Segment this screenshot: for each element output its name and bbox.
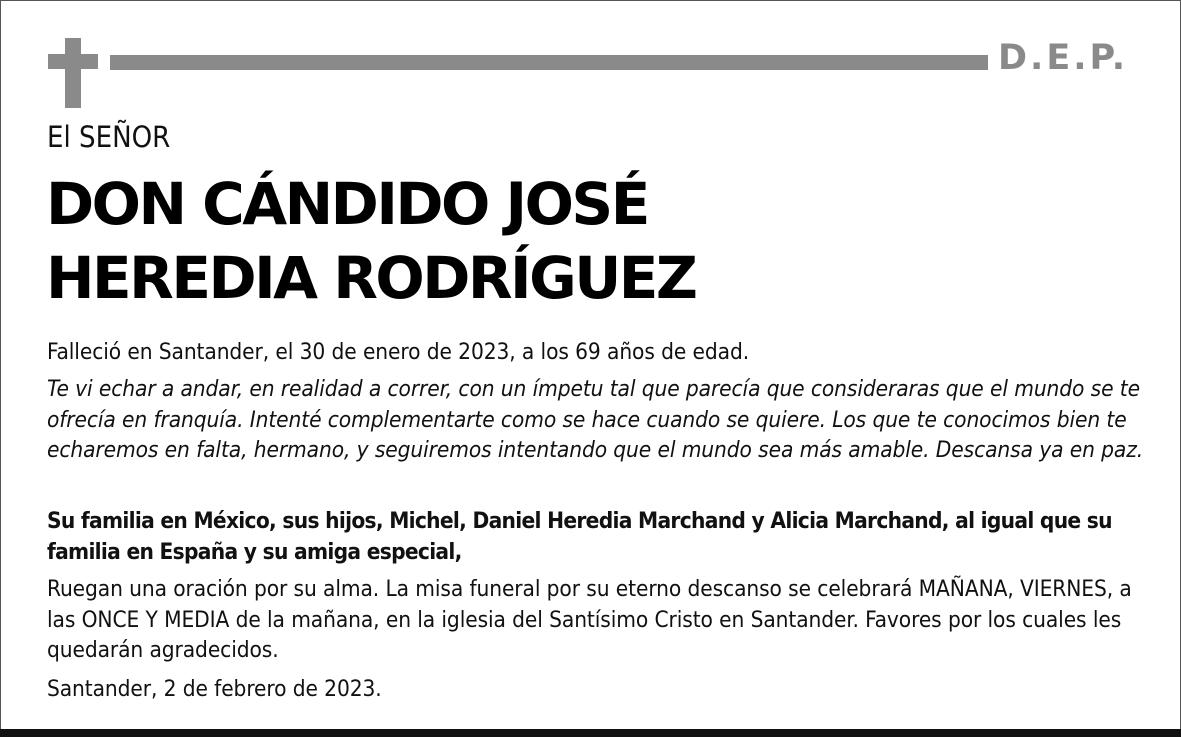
place-date: Santander, 2 de febrero de 2023. (47, 676, 382, 702)
name-line-1: DON CÁNDIDO JOSÉ (46, 170, 648, 238)
cross-icon (48, 38, 98, 108)
death-notice: Falleció en Santander, el 30 de enero de 2023, a los 69 años de edad. (47, 339, 750, 365)
bottom-rule (0, 729, 1181, 737)
deceased-name (46, 167, 695, 315)
dedication-text: Te vi echar a andar, en realidad a correr, con un ímpetu tal que parecía que consideraras que el mundo se te ofrecía en franquía. Intenté complementarte como se hace cuando se quiere. Los que te conocimos bien te echaremos en falta, hermano, y seguiremos intentando que el mundo sea más amable. Descansa ya en paz. (47, 376, 1144, 463)
intro-title: El SEÑOR (47, 120, 171, 154)
dep-label: D.E.P. (998, 38, 1129, 78)
family-text: Su familia en México, sus hijos, Michel, Daniel Heredia Marchand y Alicia Marchand, al igual que su familia en España y su amiga especial, (47, 508, 1112, 565)
mass-notice: Ruegan una oración por su alma. La misa funeral por su eterno descanso se celebrará MAÑANA, VIERNES, a las ONCE Y MEDIA de la mañana, en la iglesia del Santísimo Cristo en Santander. Favores por los cuales les quedarán agradecidos. (47, 576, 1132, 663)
name-line-2: HEREDIA RODRÍGUEZ (46, 244, 696, 312)
header-divider (110, 55, 988, 70)
